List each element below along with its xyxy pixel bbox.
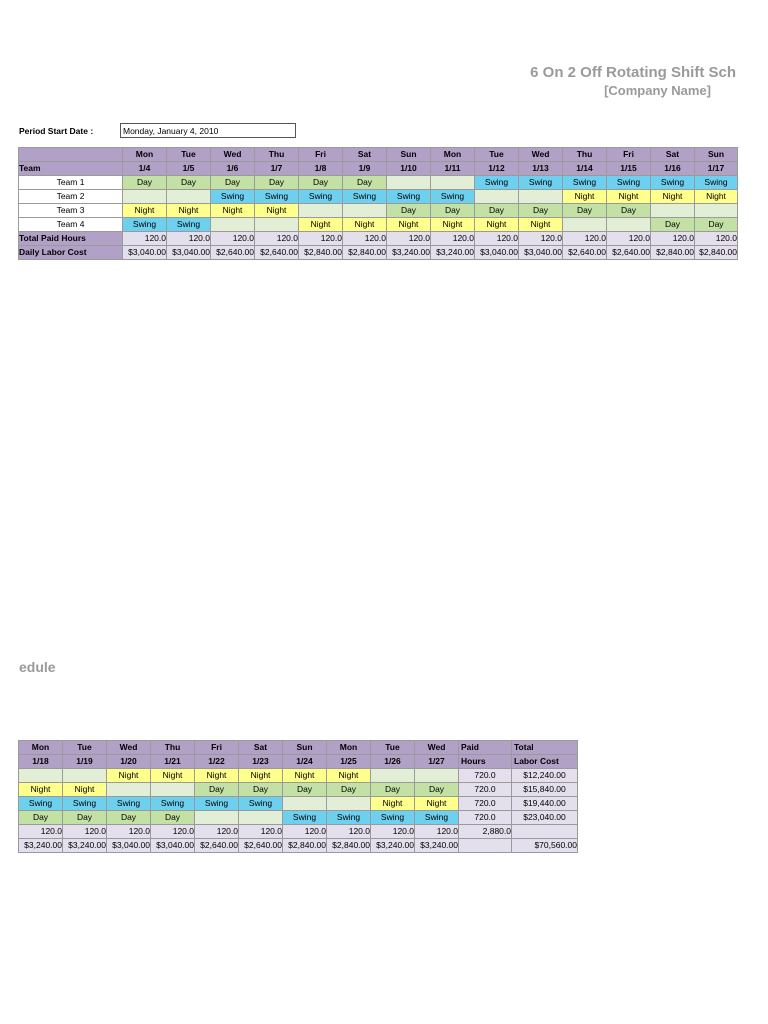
period-start-label: Period Start Date :: [19, 126, 94, 136]
shift-cell[interactable]: Day: [239, 783, 283, 797]
shift-cell[interactable]: Day: [327, 783, 371, 797]
team-labor-cost: $12,240.00: [512, 769, 578, 783]
shift-cell[interactable]: Swing: [211, 190, 255, 204]
daily-cost-cell: $3,240.00: [63, 839, 107, 853]
daily-cost-cell: $2,640.00: [563, 246, 607, 260]
shift-cell[interactable]: Night: [211, 204, 255, 218]
team-name: Team 3: [19, 204, 123, 218]
shift-cell[interactable]: Day: [167, 176, 211, 190]
shift-cell[interactable]: Day: [651, 218, 695, 232]
shift-cell[interactable]: Night: [255, 204, 299, 218]
daily-cost-cell: $3,240.00: [371, 839, 415, 853]
team-row: [19, 811, 578, 825]
shift-cell[interactable]: Swing: [255, 190, 299, 204]
day-of-week-header: Tue: [167, 148, 211, 162]
shift-cell[interactable]: Swing: [151, 797, 195, 811]
daily-cost-cell: $3,040.00: [151, 839, 195, 853]
shift-cell[interactable]: Day: [387, 204, 431, 218]
daily-cost-cell: $3,040.00: [475, 246, 519, 260]
shift-cell[interactable]: Night: [167, 204, 211, 218]
shift-cell[interactable]: Swing: [195, 797, 239, 811]
shift-cell[interactable]: Day: [151, 811, 195, 825]
total-paid-hours-label: Total Paid Hours: [19, 232, 123, 246]
shift-cell[interactable]: Night: [563, 190, 607, 204]
date-header: 1/16: [651, 162, 695, 176]
shift-cell[interactable]: Day: [283, 783, 327, 797]
date-header: 1/5: [167, 162, 211, 176]
shift-cell[interactable]: Day: [195, 783, 239, 797]
shift-cell[interactable]: [415, 769, 459, 783]
shift-cell[interactable]: Swing: [299, 190, 343, 204]
grand-total-labor: $70,560.00: [512, 839, 578, 853]
date-header: 1/27: [415, 755, 459, 769]
shift-cell[interactable]: Day: [299, 176, 343, 190]
shift-cell[interactable]: Night: [107, 769, 151, 783]
period-start-field[interactable]: Monday, January 4, 2010: [120, 123, 296, 138]
shift-cell[interactable]: [63, 769, 107, 783]
day-of-week-header: Thu: [151, 741, 195, 755]
shift-cell[interactable]: Swing: [415, 811, 459, 825]
shift-cell[interactable]: [211, 218, 255, 232]
daily-hours-cell: 120.0: [195, 825, 239, 839]
day-of-week-header: Mon: [327, 741, 371, 755]
labor-cost-row: [19, 839, 578, 853]
shift-cell[interactable]: Night: [151, 769, 195, 783]
daily-hours-cell: 120.0: [167, 232, 211, 246]
company-name: [Company Name]: [604, 83, 711, 98]
shift-cell[interactable]: Night: [327, 769, 371, 783]
shift-cell[interactable]: Night: [607, 190, 651, 204]
shift-cell[interactable]: Day: [475, 204, 519, 218]
team-row: [19, 797, 578, 811]
shift-cell[interactable]: Swing: [519, 176, 563, 190]
daily-cost-cell: $3,040.00: [519, 246, 563, 260]
daily-hours-cell: 120.0: [563, 232, 607, 246]
team-paid-hours: 720.0: [459, 797, 512, 811]
shift-cell[interactable]: Swing: [19, 797, 63, 811]
shift-cell[interactable]: Swing: [63, 797, 107, 811]
grand-total-hours: 2,880.0: [459, 825, 512, 839]
shift-cell[interactable]: Swing: [283, 811, 327, 825]
title-fragment: edule: [19, 659, 56, 675]
shift-cell[interactable]: Swing: [651, 176, 695, 190]
page-title: 6 On 2 Off Rotating Shift Sch: [530, 64, 736, 81]
shift-cell[interactable]: Swing: [475, 176, 519, 190]
date-header: 1/13: [519, 162, 563, 176]
date-header: 1/9: [343, 162, 387, 176]
date-header: 1/7: [255, 162, 299, 176]
daily-hours-cell: 120.0: [63, 825, 107, 839]
team-paid-hours: 720.0: [459, 811, 512, 825]
paid-hours-header: Hours: [459, 755, 512, 769]
shift-cell[interactable]: Swing: [239, 797, 283, 811]
shift-cell[interactable]: Night: [299, 218, 343, 232]
daily-hours-cell: 120.0: [283, 825, 327, 839]
shift-cell[interactable]: Night: [519, 218, 563, 232]
day-of-week-header: Wed: [519, 148, 563, 162]
daily-hours-cell: 120.0: [255, 232, 299, 246]
date-header: 1/15: [607, 162, 651, 176]
shift-cell[interactable]: Day: [695, 218, 738, 232]
team-row: [19, 176, 738, 190]
date-header: 1/8: [299, 162, 343, 176]
team-name: Team 1: [19, 176, 123, 190]
header-row-date: [19, 162, 738, 176]
shift-cell[interactable]: Day: [431, 204, 475, 218]
shift-cell[interactable]: [519, 190, 563, 204]
daily-hours-cell: 120.0: [343, 232, 387, 246]
date-header: 1/23: [239, 755, 283, 769]
shift-cell[interactable]: [327, 797, 371, 811]
daily-cost-cell: $3,240.00: [415, 839, 459, 853]
daily-hours-cell: 120.0: [371, 825, 415, 839]
shift-cell[interactable]: [651, 204, 695, 218]
date-header: 1/21: [151, 755, 195, 769]
team-name: Team 2: [19, 190, 123, 204]
shift-cell[interactable]: Day: [255, 176, 299, 190]
daily-hours-cell: 120.0: [151, 825, 195, 839]
shift-cell[interactable]: Swing: [563, 176, 607, 190]
team-row: [19, 204, 738, 218]
schedule-table-week-3: [18, 740, 578, 853]
day-of-week-header: Fri: [195, 741, 239, 755]
date-header: 1/4: [123, 162, 167, 176]
team-labor-cost: $15,840.00: [512, 783, 578, 797]
daily-hours-cell: 120.0: [107, 825, 151, 839]
team-paid-hours: 720.0: [459, 783, 512, 797]
daily-cost-cell: $3,240.00: [19, 839, 63, 853]
shift-cell[interactable]: Day: [107, 811, 151, 825]
shift-cell[interactable]: [283, 797, 327, 811]
shift-cell[interactable]: [695, 204, 738, 218]
shift-cell[interactable]: Night: [475, 218, 519, 232]
day-of-week-header: Fri: [607, 148, 651, 162]
date-header: 1/6: [211, 162, 255, 176]
shift-cell[interactable]: [167, 190, 211, 204]
daily-hours-cell: 120.0: [651, 232, 695, 246]
team-labor-cost: $19,440.00: [512, 797, 578, 811]
shift-cell[interactable]: Night: [651, 190, 695, 204]
shift-cell[interactable]: Swing: [607, 176, 651, 190]
shift-cell[interactable]: Night: [695, 190, 738, 204]
team-row: [19, 769, 578, 783]
date-header: 1/19: [63, 755, 107, 769]
day-of-week-header: Sun: [387, 148, 431, 162]
blank-cell: [512, 825, 578, 839]
day-of-week-header: Tue: [371, 741, 415, 755]
daily-hours-cell: 120.0: [299, 232, 343, 246]
day-of-week-header: Sat: [343, 148, 387, 162]
daily-cost-cell: $2,840.00: [283, 839, 327, 853]
header-row-dow: [19, 148, 738, 162]
daily-cost-cell: $2,640.00: [607, 246, 651, 260]
team-name: Team 4: [19, 218, 123, 232]
day-of-week-header: Sun: [695, 148, 738, 162]
date-header: 1/26: [371, 755, 415, 769]
daily-hours-cell: 120.0: [475, 232, 519, 246]
date-header: 1/10: [387, 162, 431, 176]
day-of-week-header: Sun: [283, 741, 327, 755]
date-header: 1/14: [563, 162, 607, 176]
schedule-table-week-1-2: [18, 147, 738, 260]
team-header: Team: [19, 162, 123, 176]
day-of-week-header: Mon: [431, 148, 475, 162]
day-of-week-header: Sat: [651, 148, 695, 162]
shift-cell[interactable]: [431, 176, 475, 190]
shift-cell[interactable]: [255, 218, 299, 232]
shift-cell[interactable]: Day: [19, 811, 63, 825]
shift-cell[interactable]: [387, 176, 431, 190]
shift-cell[interactable]: Night: [19, 783, 63, 797]
team-row: [19, 783, 578, 797]
blank-cell: [459, 839, 512, 853]
team-labor-cost: $23,040.00: [512, 811, 578, 825]
day-of-week-header: Fri: [299, 148, 343, 162]
daily-cost-cell: $2,640.00: [255, 246, 299, 260]
daily-cost-cell: $2,840.00: [327, 839, 371, 853]
shift-cell[interactable]: Night: [239, 769, 283, 783]
shift-cell[interactable]: [343, 204, 387, 218]
shift-cell[interactable]: Swing: [343, 190, 387, 204]
paid-hours-header: Paid: [459, 741, 512, 755]
shift-cell[interactable]: Swing: [167, 218, 211, 232]
date-header: 1/24: [283, 755, 327, 769]
daily-cost-cell: $3,240.00: [431, 246, 475, 260]
shift-cell[interactable]: Night: [415, 797, 459, 811]
total-hours-row: [19, 232, 738, 246]
shift-cell[interactable]: Swing: [695, 176, 738, 190]
daily-cost-cell: $2,840.00: [299, 246, 343, 260]
date-header: 1/17: [695, 162, 738, 176]
daily-cost-cell: $2,640.00: [239, 839, 283, 853]
shift-cell[interactable]: Night: [371, 797, 415, 811]
date-header: 1/18: [19, 755, 63, 769]
daily-cost-cell: $2,640.00: [195, 839, 239, 853]
team-row: [19, 218, 738, 232]
shift-cell[interactable]: Day: [519, 204, 563, 218]
day-of-week-header: Wed: [211, 148, 255, 162]
shift-cell[interactable]: Day: [211, 176, 255, 190]
daily-hours-cell: 120.0: [123, 232, 167, 246]
shift-cell[interactable]: Night: [123, 204, 167, 218]
shift-cell[interactable]: [299, 204, 343, 218]
shift-cell[interactable]: Night: [195, 769, 239, 783]
shift-cell[interactable]: Day: [371, 783, 415, 797]
daily-hours-cell: 120.0: [431, 232, 475, 246]
date-header: 1/20: [107, 755, 151, 769]
header-row-date: [19, 755, 578, 769]
shift-cell[interactable]: Night: [387, 218, 431, 232]
shift-cell[interactable]: Swing: [431, 190, 475, 204]
shift-cell[interactable]: Swing: [107, 797, 151, 811]
day-of-week-header: Tue: [475, 148, 519, 162]
shift-cell[interactable]: Night: [343, 218, 387, 232]
shift-cell[interactable]: [19, 769, 63, 783]
shift-cell[interactable]: [607, 218, 651, 232]
daily-labor-cost-label: Daily Labor Cost: [19, 246, 123, 260]
daily-hours-cell: 120.0: [387, 232, 431, 246]
daily-cost-cell: $2,840.00: [651, 246, 695, 260]
daily-cost-cell: $2,840.00: [343, 246, 387, 260]
total-labor-header: Labor Cost: [512, 755, 578, 769]
daily-cost-cell: $2,840.00: [695, 246, 738, 260]
shift-cell[interactable]: Night: [283, 769, 327, 783]
shift-cell[interactable]: Day: [563, 204, 607, 218]
day-of-week-header: Thu: [563, 148, 607, 162]
shift-cell[interactable]: [371, 769, 415, 783]
date-header: 1/25: [327, 755, 371, 769]
shift-cell[interactable]: Swing: [371, 811, 415, 825]
shift-cell[interactable]: [151, 783, 195, 797]
daily-hours-cell: 120.0: [239, 825, 283, 839]
shift-cell[interactable]: Night: [63, 783, 107, 797]
day-of-week-header: Wed: [107, 741, 151, 755]
shift-cell[interactable]: Night: [431, 218, 475, 232]
shift-cell[interactable]: [123, 190, 167, 204]
header-blank: [19, 148, 123, 162]
daily-hours-cell: 120.0: [415, 825, 459, 839]
day-of-week-header: Wed: [415, 741, 459, 755]
shift-cell[interactable]: Day: [63, 811, 107, 825]
daily-cost-cell: $2,640.00: [211, 246, 255, 260]
shift-cell[interactable]: Day: [343, 176, 387, 190]
day-of-week-header: Tue: [63, 741, 107, 755]
date-header: 1/11: [431, 162, 475, 176]
daily-cost-cell: $3,040.00: [167, 246, 211, 260]
shift-cell[interactable]: Swing: [387, 190, 431, 204]
shift-cell[interactable]: [239, 811, 283, 825]
daily-hours-cell: 120.0: [211, 232, 255, 246]
daily-cost-cell: $3,040.00: [123, 246, 167, 260]
shift-cell[interactable]: Swing: [123, 218, 167, 232]
daily-cost-cell: $3,040.00: [107, 839, 151, 853]
daily-hours-cell: 120.0: [607, 232, 651, 246]
shift-cell[interactable]: Day: [415, 783, 459, 797]
shift-cell[interactable]: Day: [607, 204, 651, 218]
shift-cell[interactable]: [475, 190, 519, 204]
date-header: 1/22: [195, 755, 239, 769]
daily-hours-cell: 120.0: [695, 232, 738, 246]
shift-cell[interactable]: [107, 783, 151, 797]
daily-hours-cell: 120.0: [19, 825, 63, 839]
daily-hours-cell: 120.0: [519, 232, 563, 246]
shift-cell[interactable]: Swing: [327, 811, 371, 825]
day-of-week-header: Thu: [255, 148, 299, 162]
shift-cell[interactable]: [563, 218, 607, 232]
labor-cost-row: [19, 246, 738, 260]
day-of-week-header: Sat: [239, 741, 283, 755]
day-of-week-header: Mon: [19, 741, 63, 755]
shift-cell[interactable]: [195, 811, 239, 825]
daily-cost-cell: $3,240.00: [387, 246, 431, 260]
total-labor-header: Total: [512, 741, 578, 755]
header-row-dow: [19, 741, 578, 755]
daily-hours-cell: 120.0: [327, 825, 371, 839]
team-row: [19, 190, 738, 204]
team-paid-hours: 720.0: [459, 769, 512, 783]
shift-cell[interactable]: Day: [123, 176, 167, 190]
day-of-week-header: Mon: [123, 148, 167, 162]
date-header: 1/12: [475, 162, 519, 176]
total-hours-row: [19, 825, 578, 839]
